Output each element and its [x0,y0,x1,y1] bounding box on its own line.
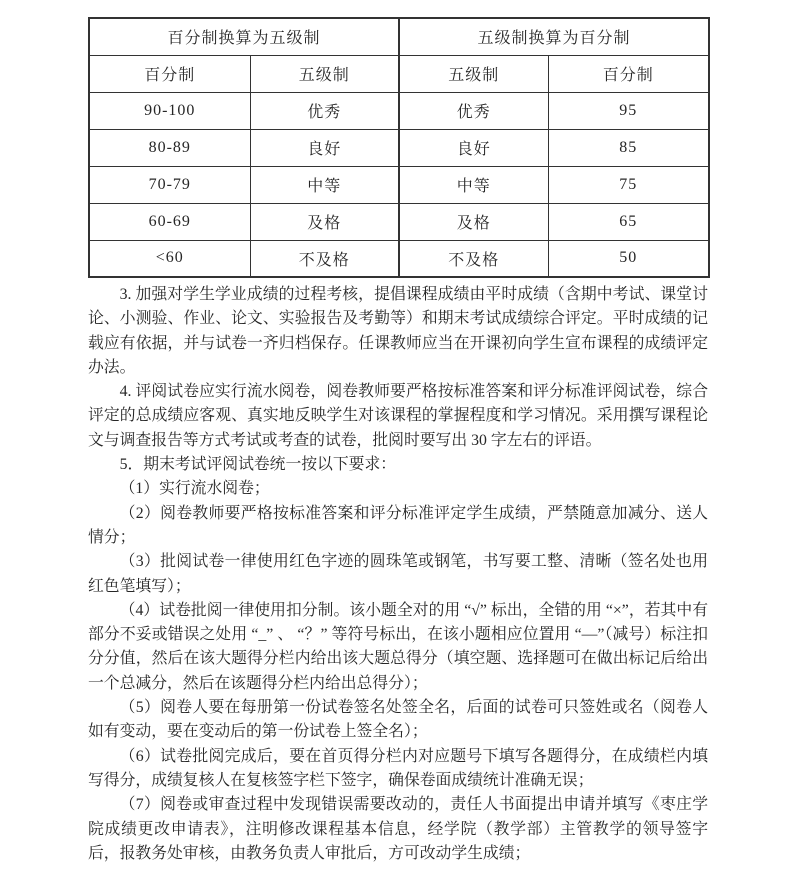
table-cell: 50 [548,240,709,277]
table-row [89,166,709,203]
para-sub-1: （1）实行流水阅卷； [119,480,270,498]
table-cell: 75 [548,166,709,203]
group-header-pct-to-five: 百分制换算为五级制 [89,18,399,55]
para-item-4: 4. 评阅试卷应实行流水阅卷，阅卷教师要严格按标准答案和评分标准评阅试卷，综合评定的总成绩应客观、真实地反映学生对该课程的掌握程度和学习情况。采用撰写课程论文与调查报告等方式考试或考查的试卷，批阅时要写出 30 字左右的评语。 [88,383,708,449]
table-cell: 良好 [399,129,548,166]
table-cell: 90-100 [89,92,250,129]
para-sub-3: （3）批阅试卷一律使用红色字迹的圆珠笔或钢笔，书写要工整、清晰（签名处也用红色笔填写）； [88,553,708,595]
col-header-percent: 百分制 [548,55,709,92]
table-cell: 不及格 [399,240,548,277]
table-cell: 80-89 [89,129,250,166]
table-row [89,129,709,166]
document-body [88,283,708,866]
table-row [89,203,709,240]
table-group-header-row [89,18,709,55]
para-sub-7: （7）阅卷或审查过程中发现错误需要改动的，责任人书面提出申请并填写《枣庄学院成绩更改申请表》，注明修改课程基本信息，经学院（教学部）主管教学的领导签字后，报教务处审核，由教务负责人审批后，方可改动学生成绩； [88,796,708,862]
col-header-five-level: 五级制 [250,55,399,92]
table-cell: 60-69 [89,203,250,240]
col-header-five-level: 五级制 [399,55,548,92]
table-cell: 及格 [250,203,399,240]
table-cell: <60 [89,240,250,277]
table-cell: 95 [548,92,709,129]
para-sub-4: （4）试卷批阅一律使用扣分制。该小题全对的用 “√” 标出，全错的用 “×”，若其中有部分不妥或错误之处用 “_” 、 “？” 等符号标出，在该小题相应位置用 “—”（减号）标注扣分分值，然后在该大题得分栏内给出该大题总得分（填空题、选择题可在做出标记后给出一个总减分，然后在该题得分栏内给出总得分）； [88,601,708,692]
group-header-five-to-pct: 五级制换算为百分制 [399,18,709,55]
table-cell: 65 [548,203,709,240]
grade-conversion-table [88,17,710,278]
table-cell: 优秀 [399,92,548,129]
table-cell: 中等 [399,166,548,203]
table-row [89,240,709,277]
table-column-header-row [89,55,709,92]
table-cell: 中等 [250,166,399,203]
table-cell: 优秀 [250,92,399,129]
para-sub-2: （2）阅卷教师要严格按标准答案和评分标准评定学生成绩，严禁随意加减分、送人情分； [88,504,708,546]
table-cell: 及格 [399,203,548,240]
col-header-percent: 百分制 [89,55,250,92]
para-sub-6: （6）试卷批阅完成后，要在首页得分栏内对应题号下填写各题得分，在成绩栏内填写得分，成绩复核人在复核签字栏下签字，确保卷面成绩统计准确无误； [88,747,708,789]
table-row [89,92,709,129]
para-sub-5: （5）阅卷人要在每册第一份试卷签名处签全名，后面的试卷可只签姓或名（阅卷人如有变动，要在变动后的第一份试卷上签全名）； [88,699,708,741]
table-cell: 85 [548,129,709,166]
para-item-3: 3. 加强对学生学业成绩的过程考核，提倡课程成绩由平时成绩（含期中考试、课堂讨论、小测验、作业、论文、实验报告及考勤等）和期末考试成绩综合评定。平时成绩的记载应有依据，并与试卷一齐归档保存。任课教师应当在开课初向学生宣布课程的成绩评定办法。 [88,286,708,376]
para-item-5: 5．期末考试评阅试卷统一按以下要求： [119,456,397,474]
table-cell: 70-79 [89,166,250,203]
table-cell: 良好 [250,129,399,166]
table-cell: 不及格 [250,240,399,277]
